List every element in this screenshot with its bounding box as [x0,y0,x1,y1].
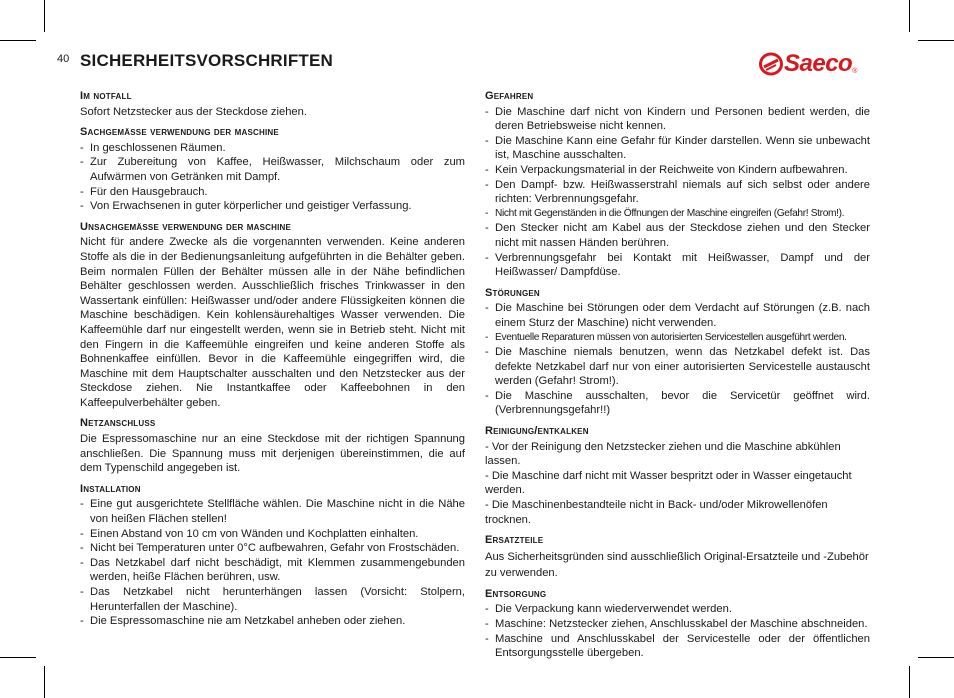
saeco-logo-icon [759,52,783,76]
list-item: - Eventuelle Reparaturen müssen von autorisierten Servicestellen ausgeführt werden. [485,331,870,346]
section-heading-stoerungen: Störungen [485,286,540,299]
list-item: - In geschlossenen Räumen. [80,141,465,156]
list-item: - Die Maschine bei Störungen oder dem Verdacht auf Störungen (z.B. nach einem Sturz der Maschine) nicht verwenden. [485,301,870,330]
list-item: - Die Espressomaschine nie am Netzkabel anheben oder ziehen. [80,614,465,629]
section-heading-netzanschluss: Netzanschluss [80,417,156,430]
list-item: - Die Maschine ausschalten, bevor die Servicetür geöffnet wird. (Verbrennungsgefahr!!) [485,389,870,418]
entsorgung-list [485,602,870,660]
installation-list [80,497,465,628]
list-item: - Für den Hausgebrauch. [80,185,465,200]
list-item: - Das Netzkabel darf nicht beschädigt, mit Klemmen zusammengebunden werden, heiße Flächen berühren, usw. [80,556,465,585]
registered-mark: ® [852,68,858,75]
list-item: - Die Maschine niemals benutzen, wenn das Netzkabel defekt ist. Das defekte Netzkabel darf nur von einer autorisierten Servicestelle austauscht werden (Gefahr! Strom!). [485,345,870,389]
right-column [485,89,870,661]
crop-mark [0,40,36,41]
sachgemaess-list [80,141,465,214]
gefahren-list [485,105,870,280]
reinigung-lines [485,440,870,528]
list-item: - Die Maschine Kann eine Gefahr für Kinder darstellen. Wenn sie unbewacht ist, Maschine ausschalten. [485,134,870,163]
list-item: - Maschine und Anschlusskabel der Servicestelle oder der öffentlichen Entsorgungsstelle übergeben. [485,632,870,661]
left-column [80,89,465,629]
text-line: - Die Maschinenbestandteile nicht in Back- und/oder Mikrowellenöfen trocknen. [485,499,828,526]
netzanschluss-text: Die Espressomaschine nur an eine Steckdose mit der richtigen Spannung anschließen. Die Spannung muss mit derjenigen übereinstimmen, die auf dem Typenschild angegeben ist. [80,433,465,475]
crop-mark [918,657,954,658]
section-heading-sachgemaess: Sachgemässe verwendung der maschine [80,126,279,139]
list-item: - Die Verpackung kann wiederverwendet werden. [485,602,870,617]
section-heading-notfall: Im notfall [80,90,132,102]
notfall-text: Sofort Netzstecker aus der Steckdose ziehen. [80,105,307,118]
stoerungen-list [485,301,870,418]
section-heading-reinigung: Reinigung/entkalken [485,425,589,438]
logo-wordmark: Saeco [784,50,853,77]
text-line: - Die Maschine darf nicht mit Wasser bespritzt oder in Wasser eingetaucht werden. [485,469,852,497]
crop-mark [44,666,45,698]
section-heading-unsachgemaess: Unsachgemässe verwendung der maschine [80,220,292,233]
crop-mark [909,666,910,698]
list-item: - Zur Zubereitung von Kaffee, Heißwasser, Milchschaum oder zum Aufwärmen von Getränken mit Dampf. [80,155,465,184]
ersatzteile-text: Aus Sicherheitsgründen sind ausschließlich Original-Ersatzteile und -Zubehör zu verwenden. [485,550,869,579]
list-item: - Nicht bei Temperaturen unter 0°C aufbewahren, Gefahr von Frostschäden. [80,541,465,556]
text-line: - Vor der Reinigung den Netzstecker ziehen und die Maschine abkühlen lassen. [485,440,841,468]
section-heading-installation: Installation [80,482,141,495]
list-item: - Den Stecker nicht am Kabel aus der Steckdose ziehen und den Stecker nicht mit nassen Händen berühren. [485,221,870,250]
list-item: - Das Netzkabel nicht herunterhängen lassen (Vorsicht: Stolpern, Herunterfallen der Maschine). [80,585,465,614]
list-item: - Nicht mit Gegenständen in die Öffnungen der Maschine eingreifen (Gefahr! Strom!). [485,207,870,222]
list-item: - Eine gut ausgerichtete Stellfläche wählen. Die Maschine nicht in die Nähe von heißen Flächen stellen! [80,497,465,526]
crop-mark [918,40,954,41]
saeco-logo [759,51,857,77]
list-item: - Die Maschine darf nicht von Kindern und Personen bedient werden, die deren Betriebsweise nicht kennen. [485,105,870,134]
unsachgemaess-text: Nicht für andere Zwecke als die vorgenannten verwenden. Keine anderen Stoffe als die in der Bedienungsanleitung aufgeführten in die Behälter geben. Beim normalen Füllen der Behälter müssen alle in der Nähe befindlichen Behälter geschlossen werden. Ausschließlich frisches Trinkwasser in den Wassertank einfüllen: Heißwasser und/oder andere Flüssigkeiten können die Maschine beschädigen. Kein kohlensäurehaltiges Wasser verwenden. Die Kaffeemühle darf nur eingestellt werden, wenn sie in Betrieb steht. Nicht mit den Fingern in die Kaffeemühle eingreifen und keine anderen Stoffe als Bohnenkaffee einfüllen. Bevor in die Kaffeemühle eingegriffen wird, die Maschine mit dem Hauptschalter ausschalten und den Netzstecker aus der Steckdose ziehen. Nie Instantkaffee oder Kaffeebohnen in den Kaffeepulverbehälter geben. [80,236,465,409]
list-item: - Kein Verpackungsmaterial in der Reichweite von Kindern aufbewahren. [485,163,870,178]
crop-mark [909,0,910,32]
page-number: 40 [57,53,70,65]
section-heading-gefahren: Gefahren [485,90,534,102]
section-heading-ersatzteile: Ersatzteile [485,534,544,547]
page-title: SICHERHEITSVORSCHRIFTEN [80,51,334,70]
list-item: - Einen Abstand von 10 cm von Wänden und Kochplatten einhalten. [80,527,465,542]
list-item: - Von Erwachsenen in guter körperlicher und geistiger Verfassung. [80,199,465,214]
list-item: - Den Dampf- bzw. Heißwasserstrahl niemals auf sich selbst oder andere richten: Verbrennungsgefahr. [485,178,870,207]
list-item: - Maschine: Netzstecker ziehen, Anschlusskabel der Maschine abschneiden. [485,617,870,632]
crop-mark [0,657,36,658]
list-item: - Verbrennungsgefahr bei Kontakt mit Heißwasser, Dampf und der Heißwasser/ Dampfdüse. [485,251,870,280]
crop-mark [44,0,45,32]
section-heading-entsorgung: Entsorgung [485,587,547,600]
